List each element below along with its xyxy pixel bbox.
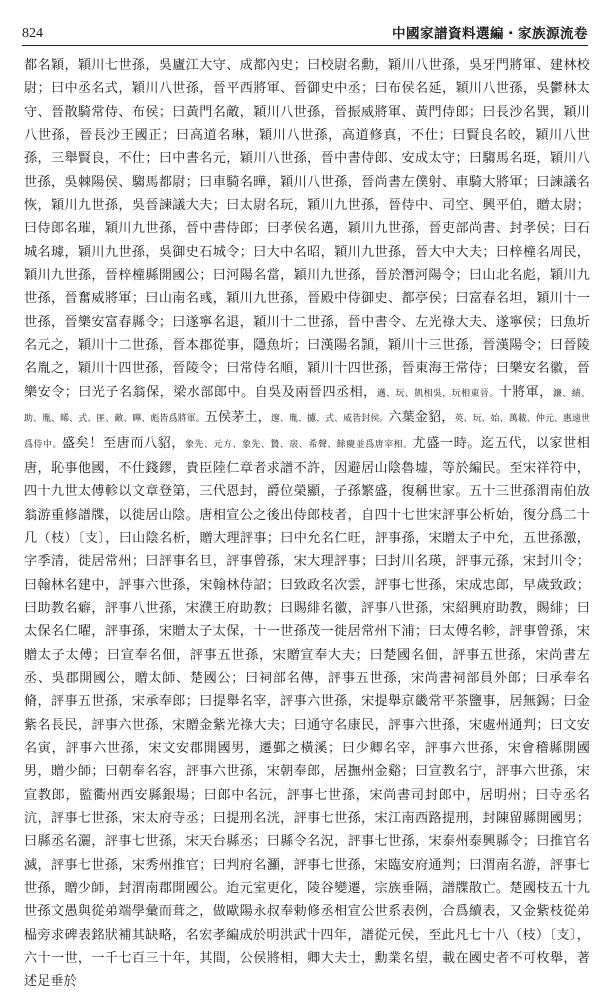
interlinear-note: 象先、元方、象先、贄、扆、希聲、餘慶並爲唐宰相。 [185,439,413,450]
text-segment: 五侯茅土， [204,410,271,426]
interlinear-note: 英、玩、始、萬載、仲元、惠遠世爲侍中。 [24,414,590,450]
text-segment: 十將軍， [498,384,553,400]
body-text [24,54,590,990]
text-segment: 都名穎，穎川七世孫，吳廬江大守、成都內史；曰校尉名勳，穎川八世孫，吳牙門將軍、建林校尉；曰中丞名式，穎川八世孫，晉平西將軍、晉御史中丞；曰布侯名延，穎川八世孫，吳鬱林太守、晉散騎常侍、布侯；曰黃門名敵，穎川八世孫，晉振威將軍、黃門侍郎；曰長沙名巽，穎川八世孫，晉長沙王國正；曰高道名琳，穎川八世孫，高道修真，不仕；曰賢良名皎，穎川八世孫，三舉賢良，不仕；曰中書名元，穎川八世孫，晉中書侍郎、安成太守；曰騶馬名珽，穎川八世孫，吳棘陽侯、騶馬都尉；曰車騎名曄，穎川八世孫，晉尚書左僕射、車騎大將軍；曰諫議名恢，穎川九世孫，吳晉諫議大夫；曰太尉名玩，穎川九世孫，晉侍中、司空、興平伯，贈太尉；曰侍郎名璀，穎川九世孫，晉中書侍郎；曰孝侯名邁，穎川九世孫，晉吏部尚書、封孝侯；曰石城名璩，穎川九世孫，吳御史石城令；曰大中名昭，穎川九世孫，晉大中大夫；曰梓橦名周民，穎川九世孫，晉梓橦縣開國公；曰河陽名當，穎川九世孫，晉於潛河陽令；曰山北名彪，穎川九世孫，晉奮威將軍；曰山南名彧，穎川九世孫，晉殿中侍御史、都亭侯；曰富春名坦，穎川十一世孫，晉樂安富春縣令；曰遂寧名退，穎川十二世孫，晉中書令、左光祿大夫、遂寧侯；曰魚圻名元之，穎川十二世孫，晉本郡從事，隱魚圻；曰漢陽名頴，穎川十三世孫，晉漢陽令；曰晉陵名胤之，穎川十四世孫，晉陵令；曰常侍名順，穎川十四世孫，晉東海王常侍；曰樂安名徽，晉樂安令；曰光子名翁保，梁水部郎中。自吳及兩晉四丞相， [24,58,590,400]
interlinear-note: 邃、胤、攄、式、威皆封侯。 [270,414,389,425]
body-paragraph [24,54,590,994]
interlinear-note: 濂、績、助、胤、晞、式、匪、敵、曄、彪皆爲將軍。 [24,388,590,425]
text-segment: 盛矣！至唐而八貂， [61,435,186,451]
text-segment: 六葉金貂， [388,410,455,426]
interlinear-note: 邁、玩、凱相吳，玩相東晉。 [376,388,499,399]
page-header [22,18,588,46]
page-number: 824 [22,26,43,41]
text-segment: 尤盛一時。迄五代，以家世相唐，恥事他國，不仕錢鏐，貴臣陸仁章者求譜不許，因避居山陰魯墟，等於編民。至宋祥符中，四十九世太傅軫以文章登第，三代恩封，爵位榮顯，子孫繁盛，復稱世家。五十三世孫渭南伯放翁游重修譜牒，以徙居山陰。唐相宣公之後出侍郎枝者，自四十七世宋評事公析始，復分爲二十几（枝）〔支〕，曰山陰名析，贈大理評事；曰中允名仁旺，評事孫，宋贈太子中允，五世孫激，字季清，徙居常州；曰評事名旦，評事曾孫，宋大理評事；曰封川名瑛，評事元孫，宋封川令；曰翰林名建中，評事六世孫，宋翰林侍詔；曰致政名次雲，評事七世孫，宋成忠郎，早歲致政；曰助教名癖，評事八世孫，宋濮王府助教；曰賜緋名徽，評事八世孫，宋紹興府助教，賜緋；曰太保名仁曜，評事孫，宋贈太子太保，十一世孫茂一徙居常州下浦；曰太傅名軫，評事曾孫，宋贈太子太傅；曰宣奉名佃，評事五世孫，宋贈宣奉大夫；曰楚國名佃，評事五世孫，宋尚書左丞、吳郡開國公，贈太師、楚國公；曰祠部名傳，評事五世孫，宋尚書祠部員外郎；曰承奉名脩，評事五世孫，宋承奉郎；曰提舉名宰，評事六世孫，宋提舉京畿常平茶鹽事，居無錫；曰金紫名長民，評事六世孫，宋贈金紫光祿大夫；曰通守名康民，評事六世孫，宋處州通判；曰文安名寅，評事六世孫，宋文安郡開國男，遷鄞之橫溪；曰少卿名宰，評事六世孫，宋會稽縣開國男，贈少師；曰朝奉名容，評事六世孫，宋朝奉郎，居撫州金谿；曰宣教名宁，評事六世孫，宋宣教郎，監衢州西安縣銀場；曰郎中名沅，評事七世孫，宋尚書司封郎中，居明州；曰寺丞名沆，評事七世孫，宋太府寺丞；曰提刑名洸，評事七世孫，宋江南西路提刑，封陳留縣開國男；曰縣丞名灑，評事七世孫，宋天台縣丞；曰縣令名況，評事七世孫，宋泰州泰興縣令；曰推官名滅，評事七世孫，宋秀州推官；曰判府名灦，評事七世孫，宋臨安府通判；曰渭南名游，評事七世孫，贈少師，封渭南郡開國公。迨元室更化，陵谷變遷，宗族垂隔，譜牒散亡。楚國枝五十九世孫文愚與從弟端學彙而葺之，做歐陽永叔奉勅修丞相宣公世系表例，合爲續表，又金紫枝從弟榀旁求碑表銘狀補其缺略，名宏孝編成於明洪武十四年，譜從元侯，至此凡七十八（枝）〔支〕，六十一世，一千七百三十年，其間，公侯將相，卿大夫士，勳業名望，載在國史者不可枚舉，著述足垂於 [24,435,590,990]
running-title: 中國家譜資料選編・家族源流卷 [392,26,588,42]
